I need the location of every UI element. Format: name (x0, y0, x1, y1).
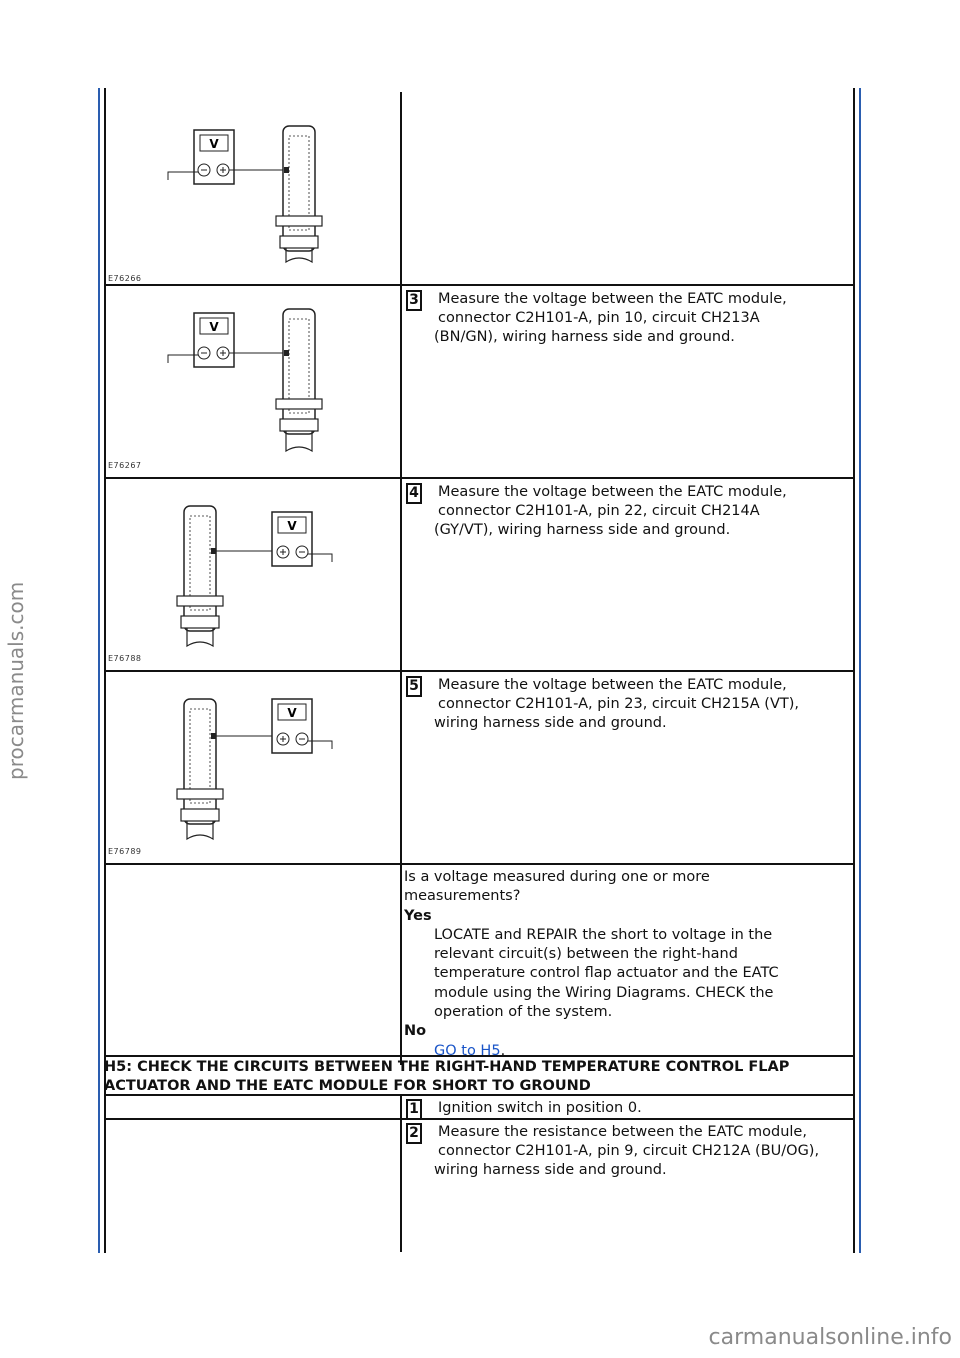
meter-v-label: V (209, 137, 219, 151)
voltmeter-connector-diagram (106, 689, 398, 849)
step-line: connector C2H101-A, pin 9, circuit CH212A (BU/OG), (438, 1143, 820, 1159)
step-text (434, 483, 854, 540)
figure-label: E76789 (108, 847, 142, 856)
figure-label: E76266 (108, 274, 142, 283)
meter-v-label: V (287, 706, 297, 720)
column-divider-upper (400, 92, 402, 1065)
question-line: Is a voltage measured during one or more (404, 869, 710, 885)
left-page-edge (98, 88, 100, 1253)
heading-line: H5: CHECK THE CIRCUITS BETWEEN THE RIGHT-HAND TEMPERATURE CONTROL FLAP (104, 1059, 790, 1075)
side-watermark: procarmanuals.com (4, 581, 28, 780)
step-line: (BN/GN), wiring harness side and ground. (434, 329, 735, 345)
step-line: (GY/VT), wiring harness side and ground. (434, 522, 731, 538)
figure-voltmeter-right-2 (106, 303, 398, 478)
step-number-badge: 5 (406, 676, 422, 697)
step-line: Measure the voltage between the EATC module, (438, 484, 787, 500)
step-1 (406, 1097, 854, 1117)
meter-v-label: V (209, 320, 219, 334)
step-number-badge: 1 (406, 1099, 422, 1120)
step-text (434, 1123, 854, 1180)
step-line: wiring harness side and ground. (434, 1162, 667, 1178)
voltmeter-connector-diagram (106, 110, 398, 282)
step-line: connector C2H101-A, pin 23, circuit CH215A (VT), (438, 696, 799, 712)
step-line: connector C2H101-A, pin 10, circuit CH213A (438, 310, 760, 326)
voltmeter-connector-diagram (106, 303, 398, 463)
row-border-7 (104, 1118, 854, 1120)
question-block (404, 868, 850, 1061)
bottom-watermark: carmanualsonline.info (708, 1325, 952, 1350)
no-suffix: . (500, 1042, 506, 1059)
voltmeter-connector-diagram (106, 496, 398, 656)
step-line: Ignition switch in position 0. (438, 1100, 642, 1116)
step-5 (406, 674, 854, 744)
yes-line: module using the Wiring Diagrams. CHECK the (434, 984, 774, 1001)
step-2 (406, 1121, 854, 1191)
step-text (434, 676, 854, 733)
h5-section-heading (104, 1058, 854, 1096)
step-line: Measure the voltage between the EATC module, (438, 677, 787, 693)
right-page-edge (859, 88, 861, 1253)
question-line: measurements? (404, 888, 521, 905)
figure-voltmeter-left-2 (106, 689, 398, 864)
meter-v-label: V (287, 519, 297, 533)
yes-label: Yes (404, 907, 432, 924)
yes-line: temperature control flap actuator and the EATC (434, 965, 779, 982)
yes-line: relevant circuit(s) between the right-hand (434, 946, 738, 963)
step-number-badge: 3 (406, 290, 422, 311)
step-text (434, 290, 854, 347)
figure-label: E76267 (108, 461, 142, 470)
step-number-badge: 2 (406, 1123, 422, 1144)
step-3 (406, 288, 854, 358)
no-label: No (404, 1023, 427, 1040)
heading-line: ACTUATOR AND THE EATC MODULE FOR SHORT TO GROUND (104, 1078, 591, 1094)
step-line: Measure the voltage between the EATC module, (438, 291, 787, 307)
figure-label: E76788 (108, 654, 142, 663)
figure-voltmeter-right-1 (106, 110, 398, 285)
step-line: connector C2H101-A, pin 22, circuit CH214A (438, 503, 760, 519)
yes-line: LOCATE and REPAIR the short to voltage in the (434, 926, 773, 943)
step-number-badge: 4 (406, 483, 422, 504)
go-to-h5-link[interactable]: GO to H5 (434, 1042, 501, 1059)
figure-voltmeter-left-1 (106, 496, 398, 671)
step-line: Measure the resistance between the EATC module, (438, 1124, 807, 1140)
step-text (434, 1099, 854, 1118)
step-4 (406, 481, 854, 551)
yes-line: operation of the system. (434, 1004, 613, 1021)
step-line: wiring harness side and ground. (434, 715, 667, 731)
